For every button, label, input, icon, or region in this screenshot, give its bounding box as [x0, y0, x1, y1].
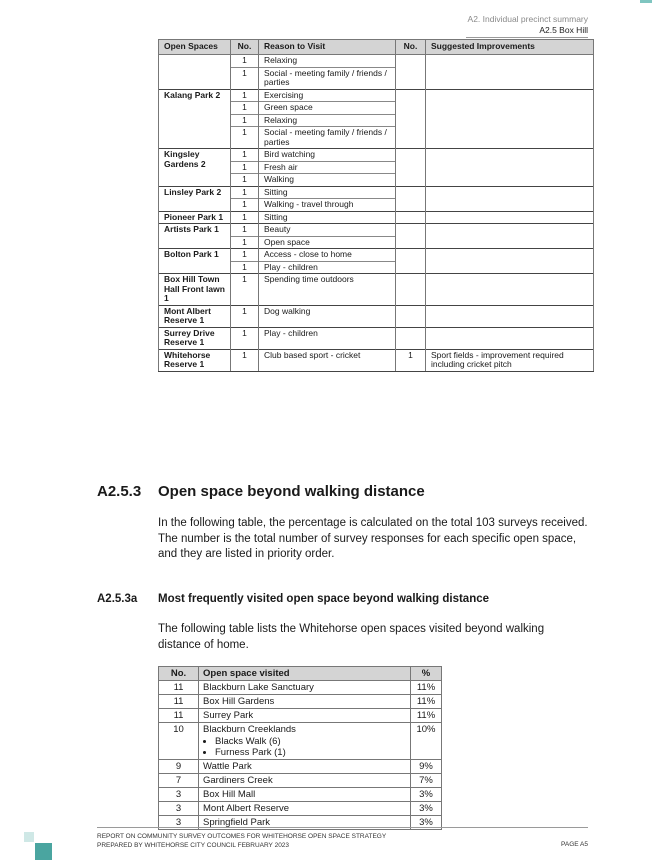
- reason-count: 1: [231, 89, 259, 102]
- percent-value: 3%: [411, 802, 442, 816]
- table-row: [159, 55, 594, 68]
- improvement-text: [426, 89, 594, 149]
- improvement-count: 1: [396, 349, 426, 371]
- table-row: [159, 774, 442, 788]
- improvement-text: [426, 211, 594, 224]
- open-space-name: Box Hill Gardens: [203, 696, 275, 707]
- percent-value: 9%: [411, 760, 442, 774]
- response-count: 11: [159, 695, 199, 709]
- reason-text: Bird watching: [259, 149, 396, 162]
- reason-text: Beauty: [259, 224, 396, 237]
- reason-text: Spending time outdoors: [259, 274, 396, 306]
- table-row: [159, 327, 594, 349]
- improvement-count: [396, 55, 426, 90]
- table-row: [159, 760, 442, 774]
- percent-value: 10%: [411, 723, 442, 760]
- response-count: 3: [159, 816, 199, 830]
- footer-text: [97, 833, 386, 850]
- reason-text: Social - meeting family / friends / parties: [259, 127, 396, 149]
- col-suggested-improvements: Suggested Improvements: [426, 40, 594, 55]
- percent-value: 3%: [411, 788, 442, 802]
- percent-value: 3%: [411, 816, 442, 830]
- table-row: [159, 349, 594, 371]
- col-no: No.: [231, 40, 259, 55]
- header-subsection: A2.5 Box Hill: [539, 25, 588, 35]
- reason-text: Exercising: [259, 89, 396, 102]
- table-row: [159, 788, 442, 802]
- improvement-text: [426, 224, 594, 249]
- col-improvement-no: No.: [396, 40, 426, 55]
- improvement-count: [396, 327, 426, 349]
- reason-count: 1: [231, 55, 259, 68]
- col-percent: %: [411, 667, 442, 681]
- table-row: [159, 681, 442, 695]
- reason-count: 1: [231, 67, 259, 89]
- header-section: A2. Individual precinct summary: [467, 14, 588, 24]
- open-space-name: Wattle Park: [203, 761, 252, 772]
- reason-text: Sitting: [259, 186, 396, 199]
- open-space-name: Blackburn Lake Sanctuary: [203, 682, 314, 693]
- table-row: [159, 305, 594, 327]
- open-space-name: Surrey Drive Reserve 1: [159, 327, 231, 349]
- table-row: [159, 211, 594, 224]
- reason-count: 1: [231, 249, 259, 262]
- reason-count: 1: [231, 174, 259, 187]
- open-space-name: Surrey Park: [203, 710, 254, 721]
- reason-text: Play - children: [259, 327, 396, 349]
- header-rule: [466, 37, 588, 38]
- response-count: 9: [159, 760, 199, 774]
- response-count: 10: [159, 723, 199, 760]
- footer-logo-square-dark: [35, 843, 52, 860]
- table-row: [159, 723, 442, 760]
- col-open-space-visited: Open space visited: [199, 667, 411, 681]
- improvement-count: [396, 89, 426, 149]
- table-row: [159, 186, 594, 199]
- open-space-name: Box Hill Town Hall Front lawn 1: [159, 274, 231, 306]
- reason-text: Green space: [259, 102, 396, 115]
- open-space-visited: [199, 774, 411, 788]
- open-space-name: Springfield Park: [203, 817, 271, 828]
- improvement-text: [426, 305, 594, 327]
- reason-text: Open space: [259, 236, 396, 249]
- open-space-name: Bolton Park 1: [159, 249, 231, 274]
- reason-count: 1: [231, 127, 259, 149]
- page-number: PAGE A5: [561, 841, 588, 848]
- visited-table-header: [159, 667, 442, 681]
- reason-count: 1: [231, 236, 259, 249]
- improvement-text: [426, 186, 594, 211]
- improvement-count: [396, 224, 426, 249]
- reason-count: 1: [231, 327, 259, 349]
- percent-value: 11%: [411, 681, 442, 695]
- improvement-count: [396, 149, 426, 187]
- section-heading-a253a: [97, 593, 489, 605]
- reason-count: 1: [231, 149, 259, 162]
- col-no: No.: [159, 667, 199, 681]
- improvement-text: Sport fields - improvement required including cricket pitch: [426, 349, 594, 371]
- reasons-table-header: [159, 40, 594, 55]
- col-reason: Reason to Visit: [259, 40, 396, 55]
- sub-space-list: [203, 736, 406, 758]
- open-space-visited: [199, 802, 411, 816]
- percent-value: 11%: [411, 709, 442, 723]
- open-space-name: Kingsley Gardens 2: [159, 149, 231, 187]
- improvement-count: [396, 186, 426, 211]
- table-row: [159, 802, 442, 816]
- reasons-table: [158, 39, 594, 372]
- open-space-visited: [199, 760, 411, 774]
- table-row: [159, 89, 594, 102]
- running-header: [468, 14, 588, 36]
- reason-count: 1: [231, 349, 259, 371]
- open-space-name: Box Hill Mall: [203, 789, 256, 800]
- reason-count: 1: [231, 224, 259, 237]
- table-row: [159, 709, 442, 723]
- open-space-name: Linsley Park 2: [159, 186, 231, 211]
- improvement-count: [396, 249, 426, 274]
- response-count: 7: [159, 774, 199, 788]
- footer-line-2: PREPARED BY WHITEHORSE CITY COUNCIL FEBRUARY 2023: [97, 841, 290, 849]
- improvement-text: [426, 149, 594, 187]
- percent-value: 7%: [411, 774, 442, 788]
- open-space-name: Whitehorse Reserve 1: [159, 349, 231, 371]
- open-space-name: Gardiners Creek: [203, 775, 273, 786]
- col-open-spaces: Open Spaces: [159, 40, 231, 55]
- reason-text: Dog walking: [259, 305, 396, 327]
- open-space-visited: [199, 723, 411, 760]
- visited-spaces-table: [158, 666, 442, 830]
- reason-count: 1: [231, 161, 259, 174]
- open-space-name: Blackburn Creeklands: [203, 724, 296, 735]
- reason-count: 1: [231, 102, 259, 115]
- open-space-visited: [199, 709, 411, 723]
- sub-space-item: • Blacks Walk (6): [215, 736, 406, 747]
- response-count: 3: [159, 802, 199, 816]
- table-row: [159, 149, 594, 162]
- table-row: [159, 249, 594, 262]
- percent-value: 11%: [411, 695, 442, 709]
- open-space-visited: [199, 681, 411, 695]
- open-space-visited: [199, 695, 411, 709]
- reason-count: 1: [231, 211, 259, 224]
- response-count: 3: [159, 788, 199, 802]
- reason-text: Walking - travel through: [259, 199, 396, 212]
- corner-accent: [640, 0, 652, 3]
- reason-text: Play - children: [259, 261, 396, 274]
- section-title: Open space beyond walking distance: [158, 483, 425, 500]
- improvement-text: [426, 249, 594, 274]
- reason-text: Club based sport - cricket: [259, 349, 396, 371]
- footer-line-1: REPORT ON COMMUNITY SURVEY OUTCOMES FOR WHITEHORSE OPEN SPACE STRATEGY: [97, 833, 387, 840]
- reason-text: Sitting: [259, 211, 396, 224]
- table-row: [159, 695, 442, 709]
- response-count: 11: [159, 709, 199, 723]
- reason-text: Access - close to home: [259, 249, 396, 262]
- reason-count: 1: [231, 274, 259, 306]
- improvement-text: [426, 274, 594, 306]
- open-space-name: Kalang Park 2: [159, 89, 231, 149]
- improvement-count: [396, 274, 426, 306]
- open-space-name: Mont Albert Reserve 1: [159, 305, 231, 327]
- improvement-count: [396, 305, 426, 327]
- open-space-visited: [199, 788, 411, 802]
- improvement-text: [426, 327, 594, 349]
- open-space-name: Artists Park 1: [159, 224, 231, 249]
- reason-count: 1: [231, 305, 259, 327]
- reason-count: 1: [231, 199, 259, 212]
- section-number: A2.5.3: [97, 483, 142, 500]
- reason-text: Social - meeting family / friends / parties: [259, 67, 396, 89]
- subsection-number: A2.5.3a: [97, 593, 138, 605]
- section-a253a-body: The following table lists the Whitehorse open spaces visited beyond walking distance of home.: [158, 623, 545, 651]
- table-row: [159, 274, 594, 306]
- open-space-name: Pioneer Park 1: [159, 211, 231, 224]
- section-a253-body: In the following table, the percentage is calculated on the total 103 surveys received. The number is the total number of survey responses for each specific open space, and they are listed in priority order.: [158, 517, 588, 560]
- reason-text: Relaxing: [259, 114, 396, 127]
- reason-count: 1: [231, 114, 259, 127]
- reason-text: Fresh air: [259, 161, 396, 174]
- section-heading-a253: [97, 483, 425, 500]
- improvement-count: [396, 211, 426, 224]
- open-space-name: Mont Albert Reserve: [203, 803, 290, 814]
- reason-text: Relaxing: [259, 55, 396, 68]
- table-row: [159, 224, 594, 237]
- reason-count: 1: [231, 186, 259, 199]
- sub-space-item: • Furness Park (1): [215, 747, 406, 758]
- response-count: 11: [159, 681, 199, 695]
- footer-rule: [97, 827, 588, 828]
- footer-logo-square-light: [24, 832, 34, 842]
- improvement-text: [426, 55, 594, 90]
- reason-text: Walking: [259, 174, 396, 187]
- open-space-name: [159, 55, 231, 90]
- subsection-title: Most frequently visited open space beyond walking distance: [158, 593, 490, 605]
- reason-count: 1: [231, 261, 259, 274]
